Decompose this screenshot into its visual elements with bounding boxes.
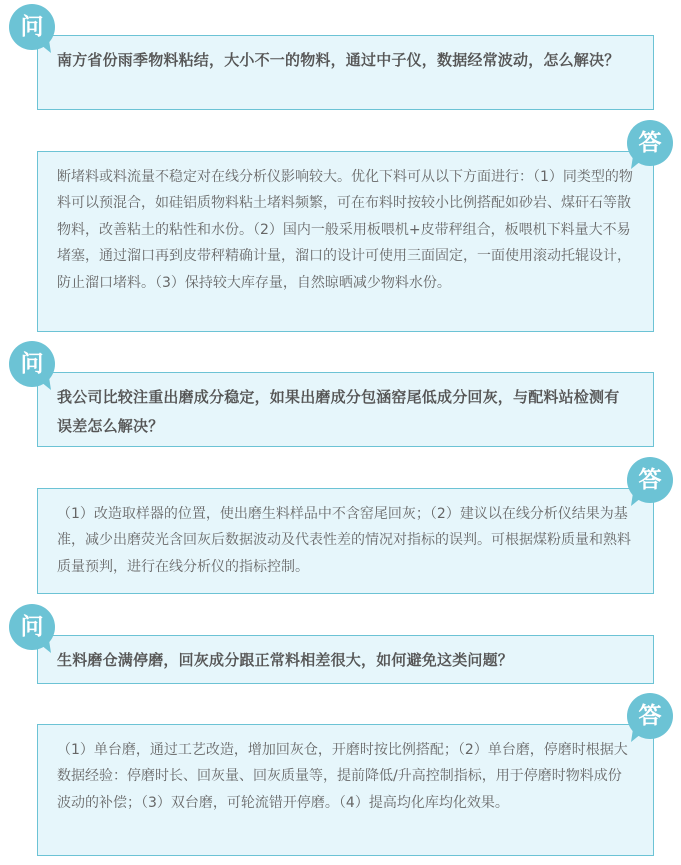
answer-text-1: 断堵料或料流量不稳定对在线分析仪影响较大。优化下料可从以下方面进行：（1）同类型的物料可以预混合，如硅铝质物料粘土堵料频繁，可在布料时按较小比例搭配如砂岩、煤矸石等散物料，改善粘土的粘性和水份。（2）国内一般采用板喂机+皮带秤组合，板喂机下料量大不易堵塞，通过溜口再到皮带秤精确计量，溜口的设计可使用三面固定，一面使用滚动托辊设计，防止溜口堵料。（3）保持较大库存量，自然晾晒减少物料水份。 — [57, 169, 633, 291]
answer-box-3 — [37, 724, 654, 856]
answer-label: 答 — [638, 703, 662, 729]
answer-text-2: （1）改造取样器的位置，使出磨生料样品中不含窑尾回灰；（2）建议以在线分析仪结果为基准，减少出磨荧光含回灰后数据波动及代表性差的情况对指标的误判。可根据煤粉质量和熟料质量预判，进行在线分析仪的指标控制。 — [57, 506, 631, 575]
question-label: 问 — [20, 351, 44, 377]
answer-box-2 — [37, 488, 654, 594]
answer-box-1 — [37, 151, 654, 332]
answer-badge-3 — [623, 693, 673, 743]
question-box-1 — [37, 35, 654, 110]
answer-text-3: （1）单台磨，通过工艺改造，增加回灰仓，开磨时按比例搭配；（2）单台磨，停磨时根据大数据经验：停磨时长、回灰量、回灰质量等，提前降低/升高控制指标，用于停磨时物料成份波动的补偿；（3）双台磨，可轮流错开停磨。（4）提高均化库均化效果。 — [57, 742, 628, 811]
answer-label: 答 — [638, 467, 662, 493]
question-badge-1 — [9, 4, 59, 54]
question-box-2 — [37, 372, 654, 447]
question-text-1: 南方省份雨季物料粘结，大小不一的物料，通过中子仪，数据经常波动，怎么解决？ — [57, 51, 620, 69]
answer-label: 答 — [638, 130, 662, 156]
answer-badge-2 — [623, 457, 673, 507]
question-text-2: 我公司比较注重出磨成分稳定，如果出磨成分包涵窑尾低成分回灰，与配料站检测有误差怎么解决？ — [57, 388, 620, 435]
question-badge-2 — [9, 341, 59, 391]
answer-badge-1 — [623, 120, 673, 170]
question-text-3: 生料磨仓满停磨，回灰成分跟正常料相差很大，如何避免这类问题？ — [57, 651, 514, 669]
question-badge-3 — [9, 604, 59, 654]
question-box-3 — [37, 635, 654, 684]
question-label: 问 — [20, 614, 44, 640]
question-label: 问 — [20, 14, 44, 40]
